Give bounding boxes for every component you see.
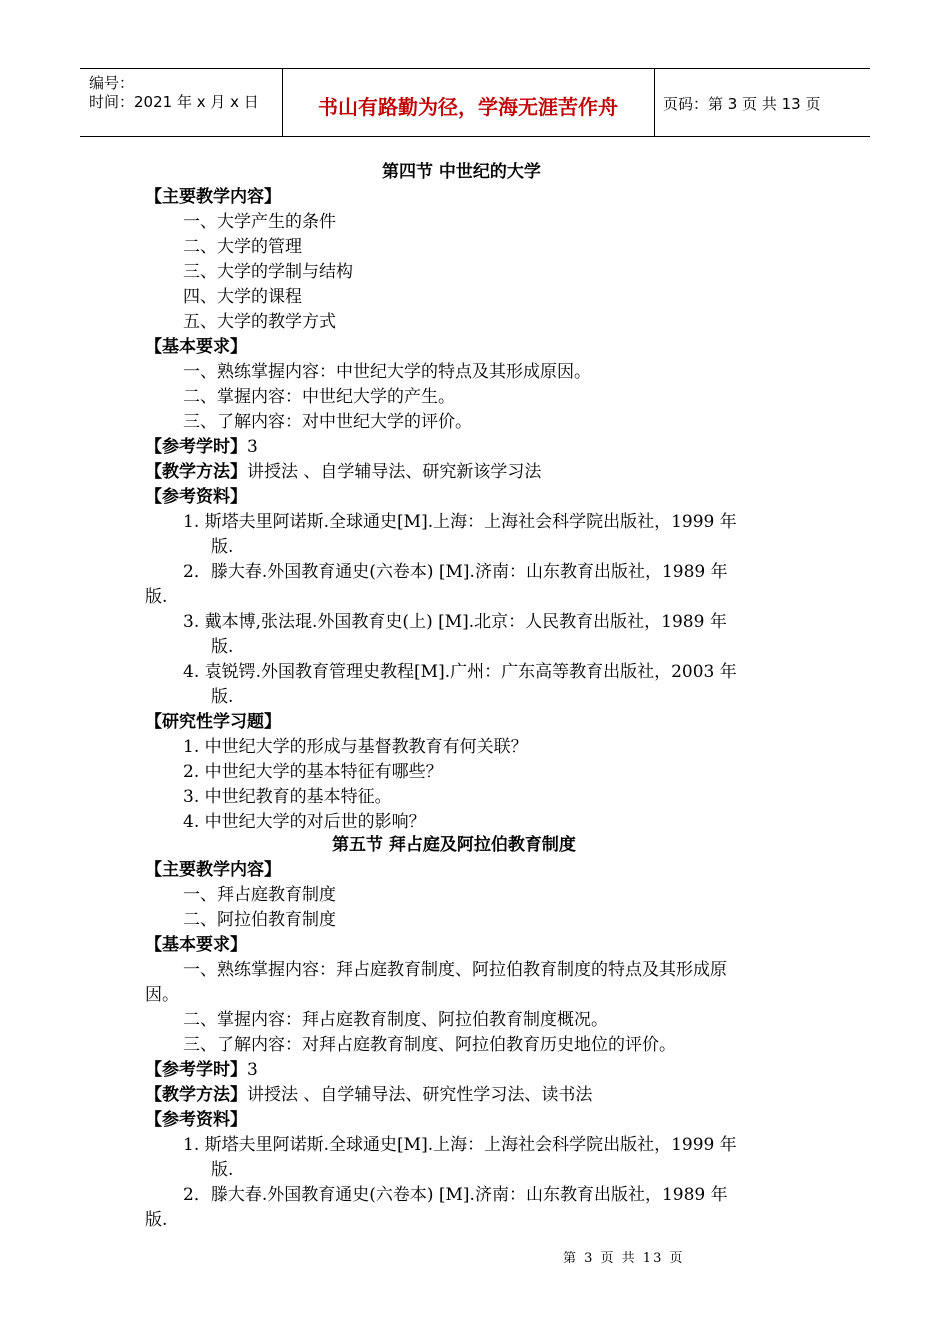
- page-header: [80, 68, 870, 137]
- reference-item-cont: 版.: [145, 587, 168, 607]
- heading-requirements: 【基本要求】: [145, 935, 247, 955]
- heading-content: 【主要教学内容】: [145, 860, 281, 880]
- header-right-cell: [654, 69, 870, 136]
- hours-line: [145, 1059, 258, 1081]
- page-info: 页码：第 3 页 共 13 页: [663, 95, 821, 113]
- section-title: 第五节 拜占庭及阿拉伯教育制度: [332, 835, 576, 855]
- number-label: 编号：: [89, 74, 135, 92]
- content-item: 五、大学的教学方式: [183, 312, 336, 332]
- header-left-cell: [80, 69, 283, 136]
- heading-hours: 【参考学时】: [145, 437, 247, 457]
- reference-item-cont: 版.: [145, 1210, 168, 1230]
- heading-method: 【教学方法】: [145, 1085, 247, 1105]
- study-question: 3. 中世纪教育的基本特征。: [183, 787, 392, 807]
- hours-value: 3: [247, 437, 258, 457]
- reference-item: 4. 袁锐锷.外国教育管理史教程[M].广州：广东高等教育出版社，2003 年: [183, 662, 737, 682]
- study-question: 4. 中世纪大学的对后世的影响？: [183, 812, 426, 832]
- reference-item-cont: 版.: [211, 637, 234, 657]
- method-line: [145, 461, 541, 483]
- heading-content: 【主要教学内容】: [145, 187, 281, 207]
- method-value: 讲授法 、自学辅导法、研究新该学习法: [247, 462, 542, 482]
- page-footer: 第 3 页 共 13 页: [563, 1251, 685, 1266]
- study-question: 1. 中世纪大学的形成与基督教教育有何关联？: [183, 737, 528, 757]
- heading-method: 【教学方法】: [145, 462, 247, 482]
- requirement-item-cont: 因。: [145, 985, 179, 1005]
- reference-item: 3. 戴本博,张法琨.外国教育史(上) [M].北京：人民教育出版社，1989 年: [183, 612, 727, 632]
- motto: 书山有路勤为径，学海无涯苦作舟: [318, 95, 618, 119]
- requirement-item: 二、掌握内容：中世纪大学的产生。: [183, 387, 455, 407]
- reference-item-cont: 版.: [211, 1160, 234, 1180]
- heading-references: 【参考资料】: [145, 487, 247, 507]
- requirement-item: 一、熟练掌握内容：中世纪大学的特点及其形成原因。: [183, 362, 591, 382]
- reference-item: 1. 斯塔夫里阿诺斯.全球通史[M].上海：上海社会科学院出版社，1999 年: [183, 512, 737, 532]
- requirement-item: 三、了解内容：对中世纪大学的评价。: [183, 412, 472, 432]
- study-question: 2. 中世纪大学的基本特征有哪些？: [183, 762, 443, 782]
- content-item: 一、拜占庭教育制度: [183, 885, 336, 905]
- section-title: 第四节 中世纪的大学: [382, 162, 541, 182]
- heading-references: 【参考资料】: [145, 1110, 247, 1130]
- requirement-item: 一、熟练掌握内容：拜占庭教育制度、阿拉伯教育制度的特点及其形成原: [183, 960, 727, 980]
- hours-value: 3: [247, 1060, 258, 1080]
- hours-line: [145, 436, 258, 458]
- content-item: 三、大学的学制与结构: [183, 262, 353, 282]
- reference-item-cont: 版.: [211, 537, 234, 557]
- reference-item: 2．滕大春.外国教育通史(六卷本) [M].济南：山东教育出版社，1989 年: [183, 562, 728, 582]
- heading-requirements: 【基本要求】: [145, 337, 247, 357]
- content-item: 二、大学的管理: [183, 237, 302, 257]
- reference-item: 2．滕大春.外国教育通史(六卷本) [M].济南：山东教育出版社，1989 年: [183, 1185, 728, 1205]
- content-item: 四、大学的课程: [183, 287, 302, 307]
- method-value: 讲授法 、自学辅导法、研究性学习法、读书法: [247, 1085, 593, 1105]
- time-label: 时间：2021 年 x 月 x 日: [89, 93, 259, 111]
- requirement-item: 三、了解内容：对拜占庭教育制度、阿拉伯教育历史地位的评价。: [183, 1035, 676, 1055]
- header-motto-cell: [282, 69, 655, 136]
- content-item: 一、大学产生的条件: [183, 212, 336, 232]
- reference-item: 1. 斯塔夫里阿诺斯.全球通史[M].上海：上海社会科学院出版社，1999 年: [183, 1135, 737, 1155]
- requirement-item: 二、掌握内容：拜占庭教育制度、阿拉伯教育制度概况。: [183, 1010, 608, 1030]
- method-line: [145, 1084, 592, 1106]
- heading-hours: 【参考学时】: [145, 1060, 247, 1080]
- content-item: 二、阿拉伯教育制度: [183, 910, 336, 930]
- heading-study-questions: 【研究性学习题】: [145, 712, 281, 732]
- reference-item-cont: 版.: [211, 687, 234, 707]
